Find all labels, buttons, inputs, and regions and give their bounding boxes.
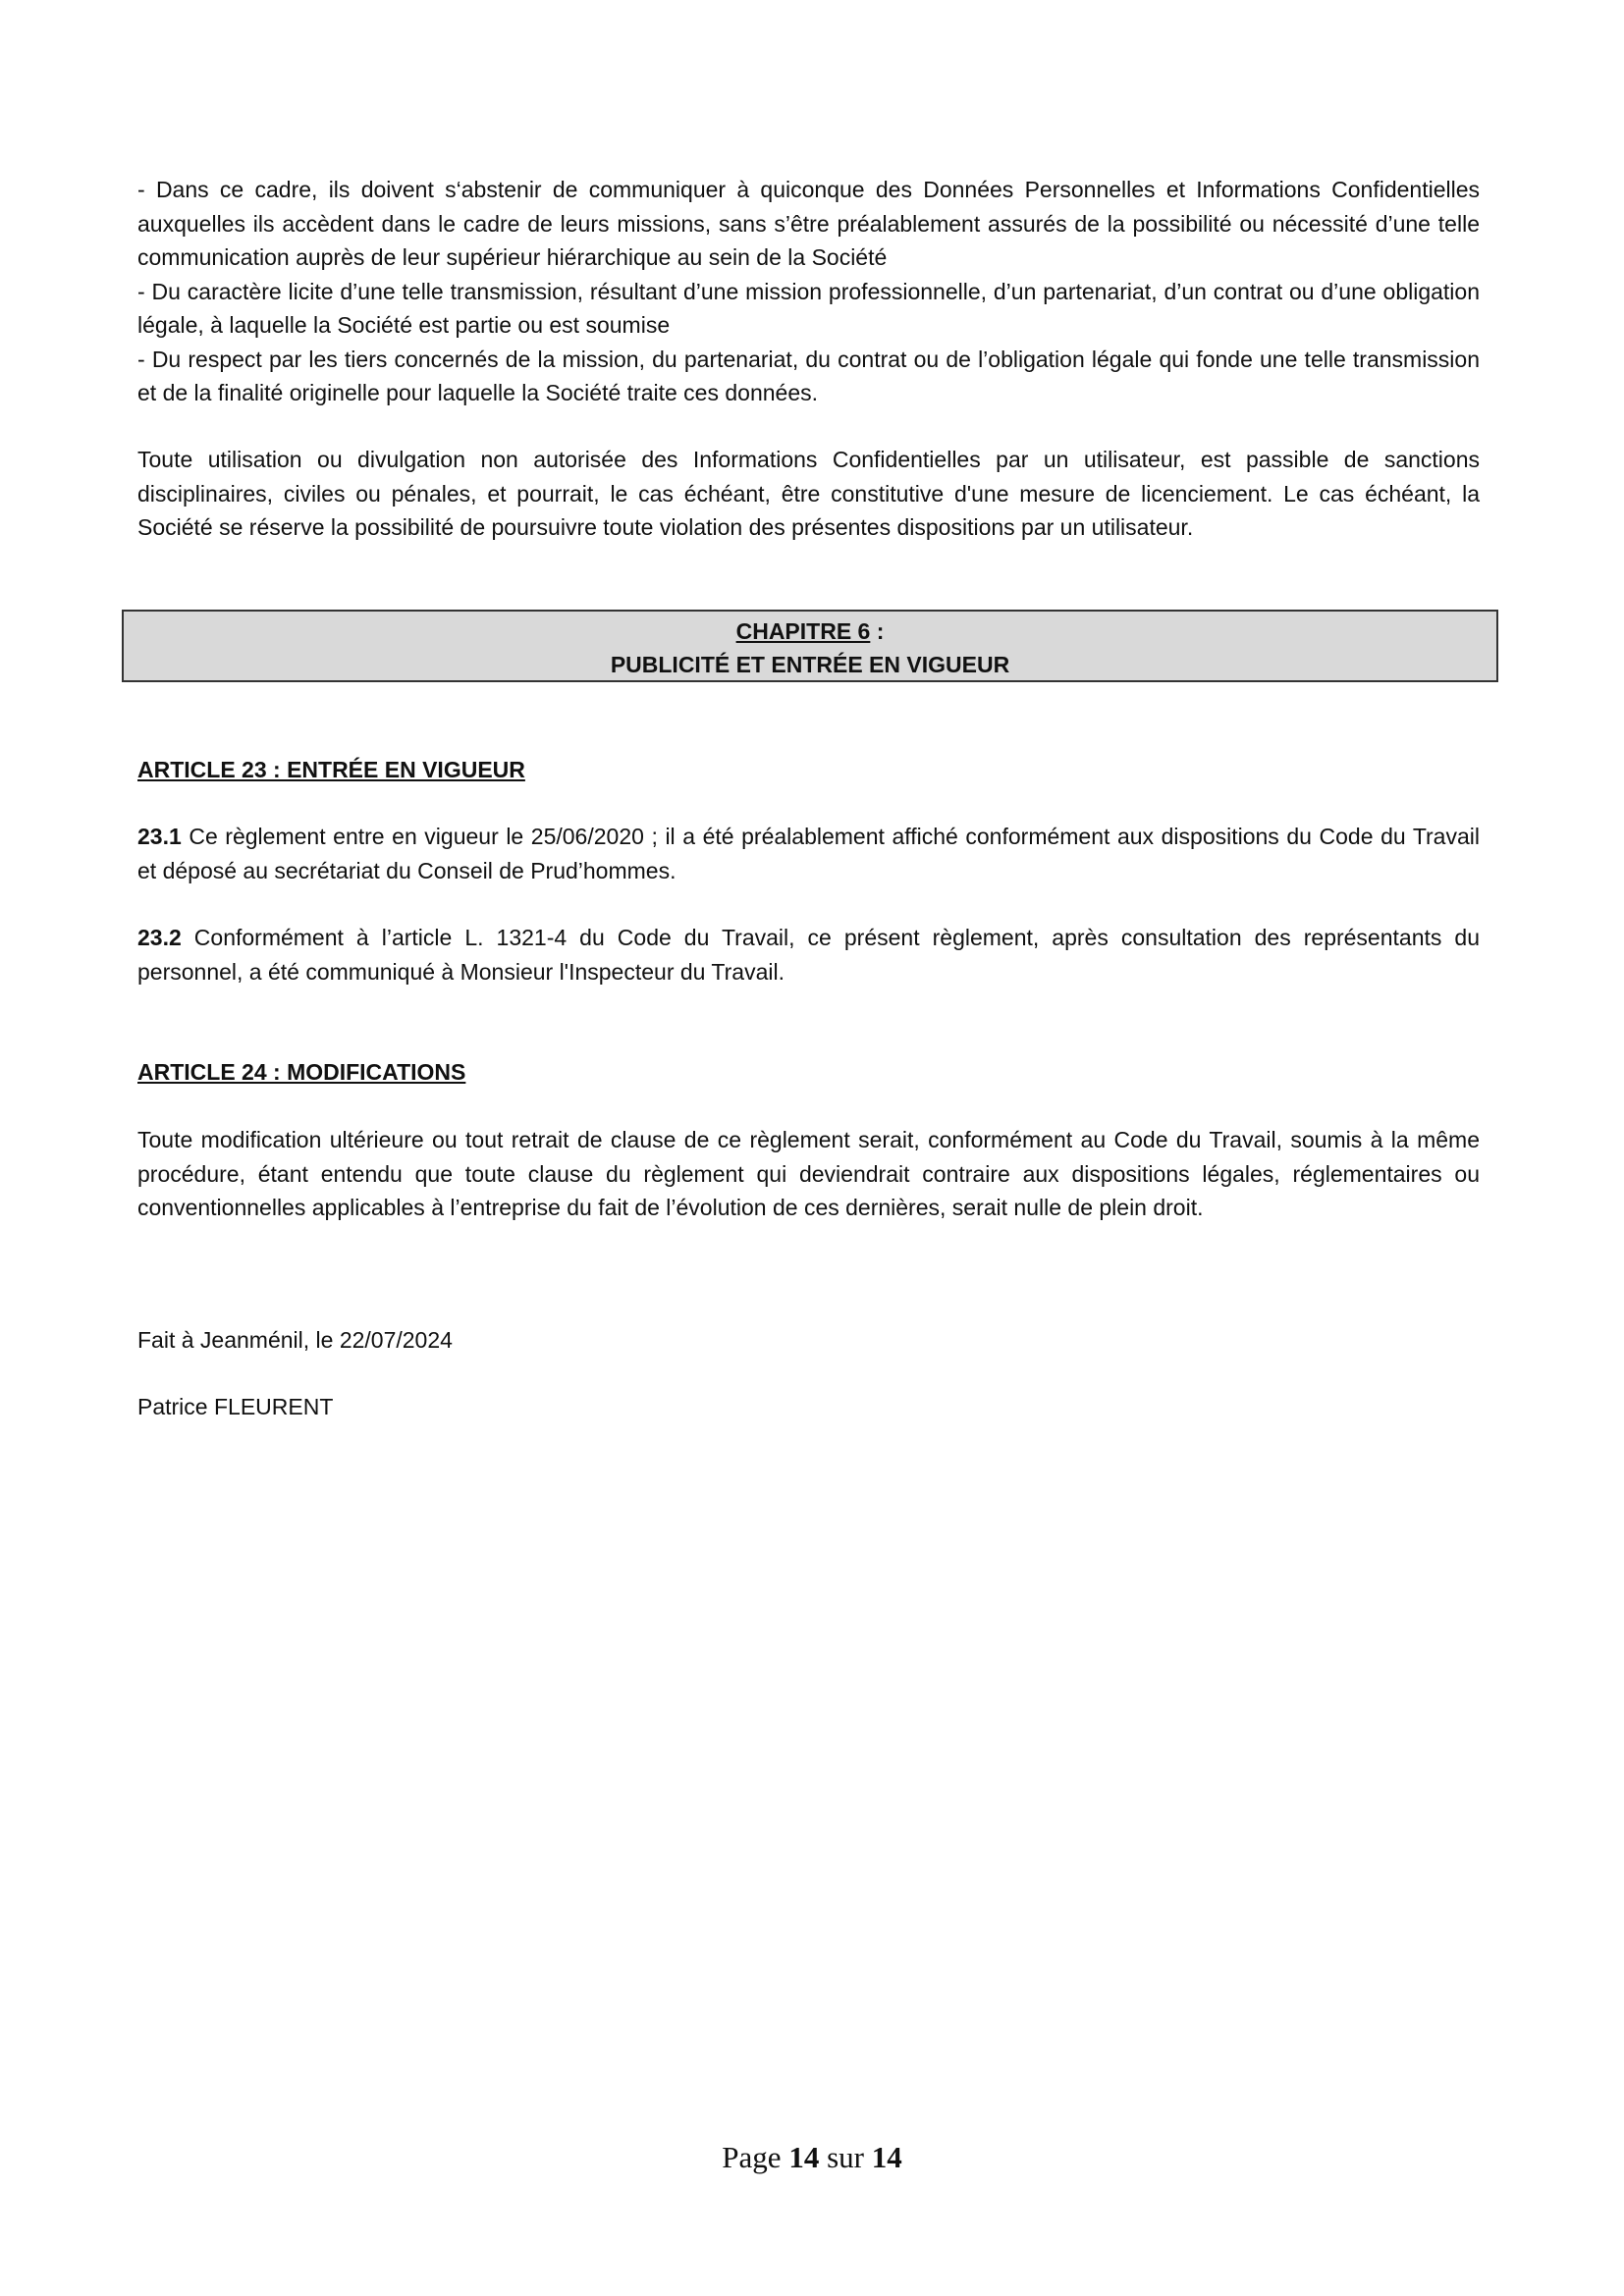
signature-name: Patrice FLEURENT xyxy=(137,1394,334,1419)
article-23-1-number: 23.1 xyxy=(137,824,182,849)
chapter-separator: : xyxy=(870,618,885,644)
article-24-paragraph: Toute modification ultérieure ou tout retrait de clause de ce règlement serait, conformément au Code du Travail, soumis à la même procédure, étant entendu que toute clause du règlement qui deviendrait contraire aux dispositions légales, réglementaires ou conventionnelles applicables à l’entreprise du fait de l’évolution de ces dernières, serait nulle de plein droit. xyxy=(137,1127,1480,1220)
article-23-heading: ARTICLE 23 : ENTRÉE EN VIGUEUR xyxy=(137,757,525,782)
signature-place-date: Fait à Jeanménil, le 22/07/2024 xyxy=(137,1327,453,1353)
footer-middle: sur xyxy=(819,2140,872,2174)
footer-total-pages: 14 xyxy=(871,2140,902,2174)
footer-current-page: 14 xyxy=(788,2140,820,2174)
chapter-header-box xyxy=(122,610,1498,682)
chapter-number xyxy=(124,614,1496,648)
article-23-2-text: Conformément à l’article L. 1321-4 du Code du Travail, ce présent règlement, après consultation des représentants du personnel, a été communiqué à Monsieur l'Inspecteur du Travail. xyxy=(137,925,1480,985)
article-23-1-text: Ce règlement entre en vigueur le 25/06/2020 ; il a été préalablement affiché conformément aux dispositions du Code du Travail et déposé au secrétariat du Conseil de Prud’hommes. xyxy=(137,824,1480,883)
footer-prefix: Page xyxy=(722,2140,789,2174)
intro-bullets xyxy=(137,173,1480,410)
article-23-1-paragraph xyxy=(137,820,1480,887)
sanctions-paragraph: Toute utilisation ou divulgation non autorisée des Informations Confidentielles par un utilisateur, est passible de sanctions disciplinaires, civiles ou pénales, et pourrait, le cas échéant, être constitutive d'une mesure de licenciement. Le cas échéant, la Société se réserve la possibilité de poursuivre toute violation des présentes dispositions par un utilisateur. xyxy=(137,447,1480,540)
article-24-heading: ARTICLE 24 : MODIFICATIONS xyxy=(137,1059,466,1085)
page-number-footer xyxy=(0,2138,1624,2177)
bullet-respect: - Du respect par les tiers concernés de la mission, du partenariat, du contrat ou de l’obligation légale qui fonde une telle transmission et de la finalité originelle pour laquelle la Société traite ces données. xyxy=(137,346,1480,405)
article-23-2-paragraph xyxy=(137,921,1480,988)
chapter-title: PUBLICITÉ ET ENTRÉE EN VIGUEUR xyxy=(610,652,1010,677)
bullet-licite: - Du caractère licite d’une telle transmission, résultant d’une mission professionnelle, d’un partenariat, d’un contrat ou d’une obligation légale, à laquelle la Société est partie ou est soumise xyxy=(137,278,1480,338)
chapter-label: CHAPITRE 6 xyxy=(735,618,871,644)
article-23-2-number: 23.2 xyxy=(137,925,182,950)
bullet-abstenir: - Dans ce cadre, ils doivent s‘abstenir de communiquer à quiconque des Données Personnelles et Informations Confidentielles auxquelles ils accèdent dans le cadre de leurs missions, sans s’être préalablement assurés de la possibilité ou nécessité d’une telle communication auprès de leur supérieur hiérarchique au sein de la Société xyxy=(137,177,1480,270)
